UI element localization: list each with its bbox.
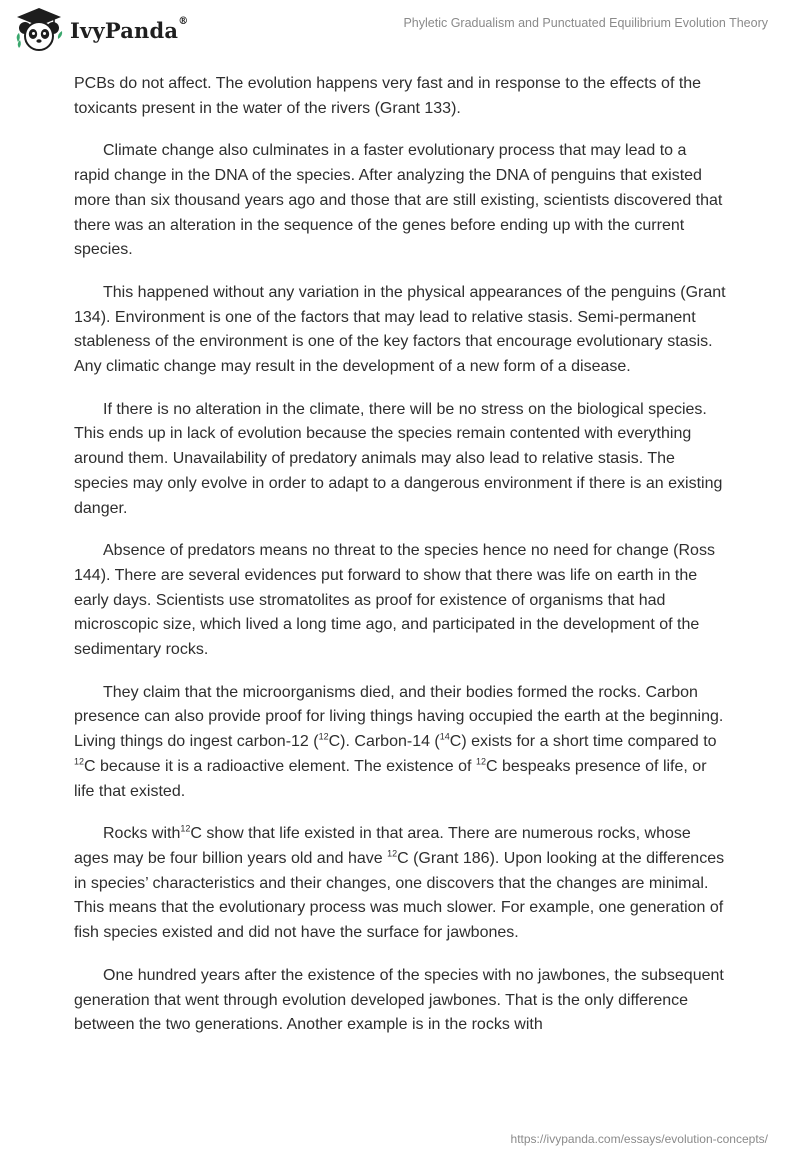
paragraph: They claim that the microorganisms died, and their bodies formed the rocks. Carbon presence can also provide proof for living things having occupied the earth at the beginning. Living things do ingest carbon-12 ($^{12}$C). Carbon-14 ($^{14}$C) exists for a short time compared to $^{12}$C because it is a radioactive element. The existence of $^{12}$C bespeaks presence of life, or life that existed. — [74, 683, 724, 800]
document-title: Phyletic Gradualism and Punctuated Equilibrium Evolution Theory — [403, 16, 768, 30]
essay-body — [74, 72, 726, 1056]
isotope-superscript: 12 — [387, 848, 398, 859]
isotope-superscript: 12 — [318, 731, 329, 742]
isotope-superscript: 14 — [439, 731, 450, 742]
paragraph: Climate change also culminates in a faster evolutionary process that may lead to a rapid change in the DNA of the species. After analyzing the DNA of penguins that existed more than six thousand years ago and those that are still existing, scientists discovered that there was an alteration in the sequence of the genes before ending up with the current species. — [74, 142, 723, 259]
paragraph: This happened without any variation in the physical appearances of the penguins (Grant 134). Environment is one of the factors that may lead to relative stasis. Semi-permanent stableness of the environment is one of the key factors that encourage evolutionary stasis. Any climatic change may result in the development of a new form of a disease. — [74, 283, 726, 376]
paragraph: Rocks with$^{12}$C show that life existed in that area. There are numerous rocks, whose ages may be four billion years old and have $^{12}$C (Grant 186). Upon looking at the differences in species’ characteristics and their changes, one discovers that the changes are minimal. This means that the evolutionary process was much slower. For example, one generation of fish species existed and did not have the surface for jawbones. — [74, 823, 725, 942]
paragraph: PCBs do not affect. The evolution happens very fast and in response to the effects of the toxicants present in the water of the rivers (Grant 133). — [74, 75, 702, 117]
page-header — [0, 0, 800, 62]
paragraph: One hundred years after the existence of the species with no jawbones, the subsequent generation that went through evolution developed jawbones. That is the only difference between the two generations. Another example is in the rocks with — [74, 966, 724, 1034]
source-url[interactable]: https://ivypanda.com/essays/evolution-concepts/ — [510, 1132, 768, 1146]
isotope-superscript: 12 — [180, 823, 191, 834]
panda-graduate-icon — [14, 6, 64, 52]
logo-wordmark: IvyPanda® — [70, 15, 189, 43]
isotope-superscript: 12 — [74, 756, 85, 767]
ivypanda-logo[interactable] — [14, 6, 188, 52]
paragraph: If there is no alteration in the climate, there will be no stress on the biological species. This ends up in lack of evolution because the species remain contented with everything around them. Unavailability of predatory animals may also lead to relative stasis. The species may only evolve in order to adapt to a dangerous environment if there is an existing danger. — [74, 400, 723, 517]
isotope-superscript: 12 — [475, 756, 486, 767]
paragraph: Absence of predators means no threat to the species hence no need for change (Ross 144). There are several evidences put forward to show that there was life on earth in the early days. Scientists use stromatolites as proof for existence of organisms that had microscopic size, which lived a long time ago, and participated in the development of the sedimentary rocks. — [74, 542, 715, 659]
